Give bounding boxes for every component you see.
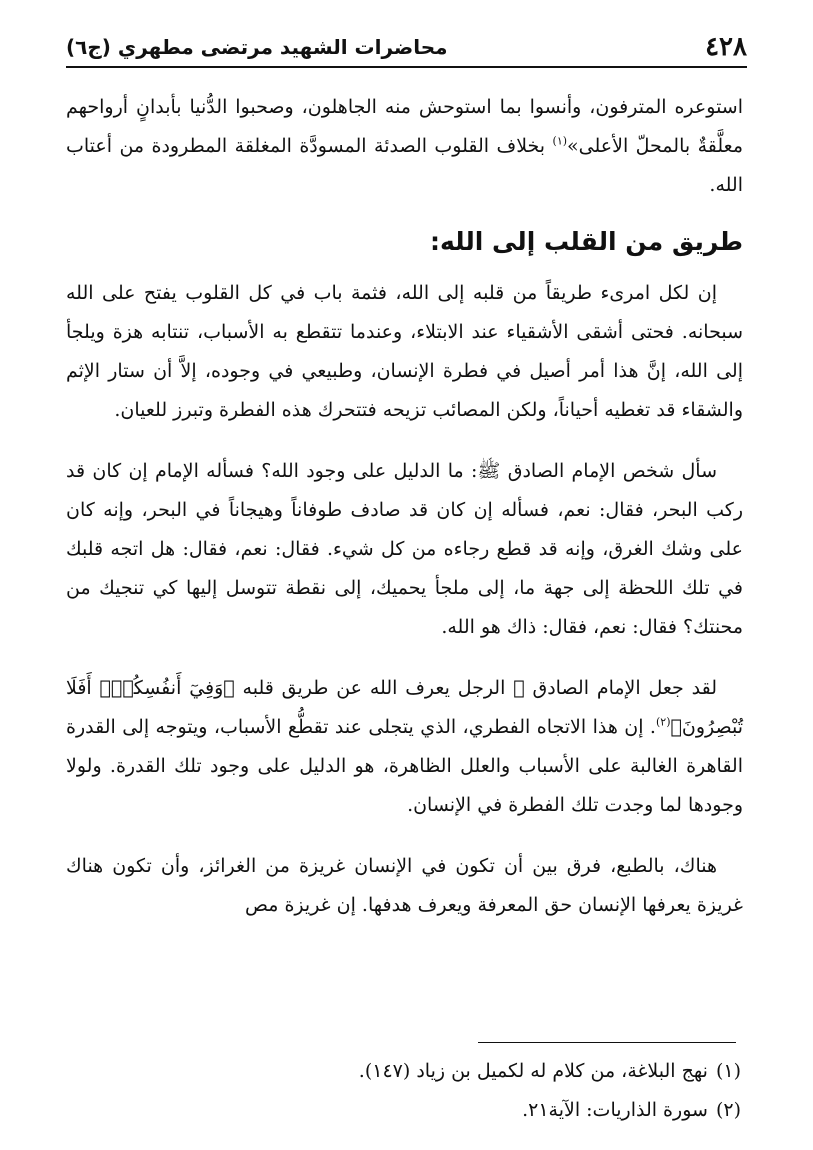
- running-title: محاضرات الشهيد مرتضى مطهري (ج٦): [66, 35, 448, 59]
- paragraph: [66, 669, 743, 825]
- paragraph-text: بخلاف القلوب الصدئة المسودَّة المغلقة المطرودة من أعتاب الله.: [66, 135, 743, 196]
- footnote: [321, 1052, 741, 1091]
- paragraph-text: . إن هذا الاتجاه الفطري، الذي يتجلى عند تقطُّع الأسباب، ويتوجه إلى القدرة القاهرة الغالبة على الأسباب والعلل الظاهرة، هو الدليل على وجود تلك القدرة. ولولا وجودها لما وجدت تلك الفطرة في الإنسان.: [66, 716, 743, 816]
- section-heading: طريق من القلب إلى الله:: [429, 227, 743, 256]
- footnote-divider: [478, 1042, 736, 1043]
- page-number: ٤٢٨: [705, 32, 747, 62]
- paragraph: سأل شخص الإمام الصادق ﷺ: ما الدليل على وجود الله؟ فسأله الإمام إن كان قد ركب البحر، فقال: نعم، فسأله إن كان قد صادف طوفاناً وهيجاناً في البحر، وإنه كان على وشك الغرق، وإنه قد قطع رجاءه من كل شيء. فقال: نعم، فقال: هل اتجه قلبك في تلك اللحظة إلى جهة ما، إلى ملجأ يحميك، إلى نقطة تتوسل إليها كي تنجيك من محنتك؟ فقال: نعم، فقال: ذاك هو الله.: [66, 460, 743, 638]
- paragraph-text: لقد جعل الإمام الصادق ﷺ الرجل يعرف الله عن طريق قلبه ﴿وَفِيٓ أَنفُسِكُمْۚ أَفَلَا تُبْصِرُونَ﴾: [66, 677, 743, 738]
- paragraph: هناك، بالطبع، فرق بين أن تكون في الإنسان غريزة من الغرائز، وأن تكون هناك غريزة يعرفها الإنسان حق المعرفة ويعرف هدفها. إن غريزة مص: [66, 855, 743, 916]
- footnote-number: (٢): [715, 1099, 741, 1121]
- footnote-text: نهج البلاغة، من كلام له لكميل بن زياد (١٤٧).: [358, 1060, 708, 1082]
- footnotes: [321, 1052, 741, 1130]
- footnote-ref[interactable]: (١): [552, 134, 568, 148]
- paragraph: إن لكل امرىء طريقاً من قلبه إلى الله، فثمة باب في كل القلوب يفتح على الله سبحانه. فحتى أشقى الأشقياء عند الابتلاء، وعندما تتقطع به الأسباب، تنتابه هزة ويلجأ إلى الله، إنَّ هذا أمر أصيل في فطرة الإنسان، وطبيعي في وجوده، إلاَّ أن ستار الإثم والشقاء قد تغطيه أحياناً، ولكن المصائب تزيحه فتتحرك هذه الفطرة وتبرز للعيان.: [66, 282, 743, 421]
- page-header: [66, 28, 747, 68]
- footnote: [321, 1091, 741, 1130]
- paragraph-text: استوعره المترفون، وأنسوا بما استوحش منه الجاهلون، وصحبوا الدُّنيا بأبدانٍ أرواحهم معلَّقةٌ بالمحلّ الأعلى»: [66, 96, 744, 157]
- footnote-text: سورة الذاريات: الآية٢١.: [522, 1099, 708, 1121]
- paragraph: [66, 88, 743, 205]
- footnote-number: (١): [715, 1060, 741, 1082]
- main-text: [66, 88, 743, 947]
- footnote-ref[interactable]: (٢): [655, 715, 671, 729]
